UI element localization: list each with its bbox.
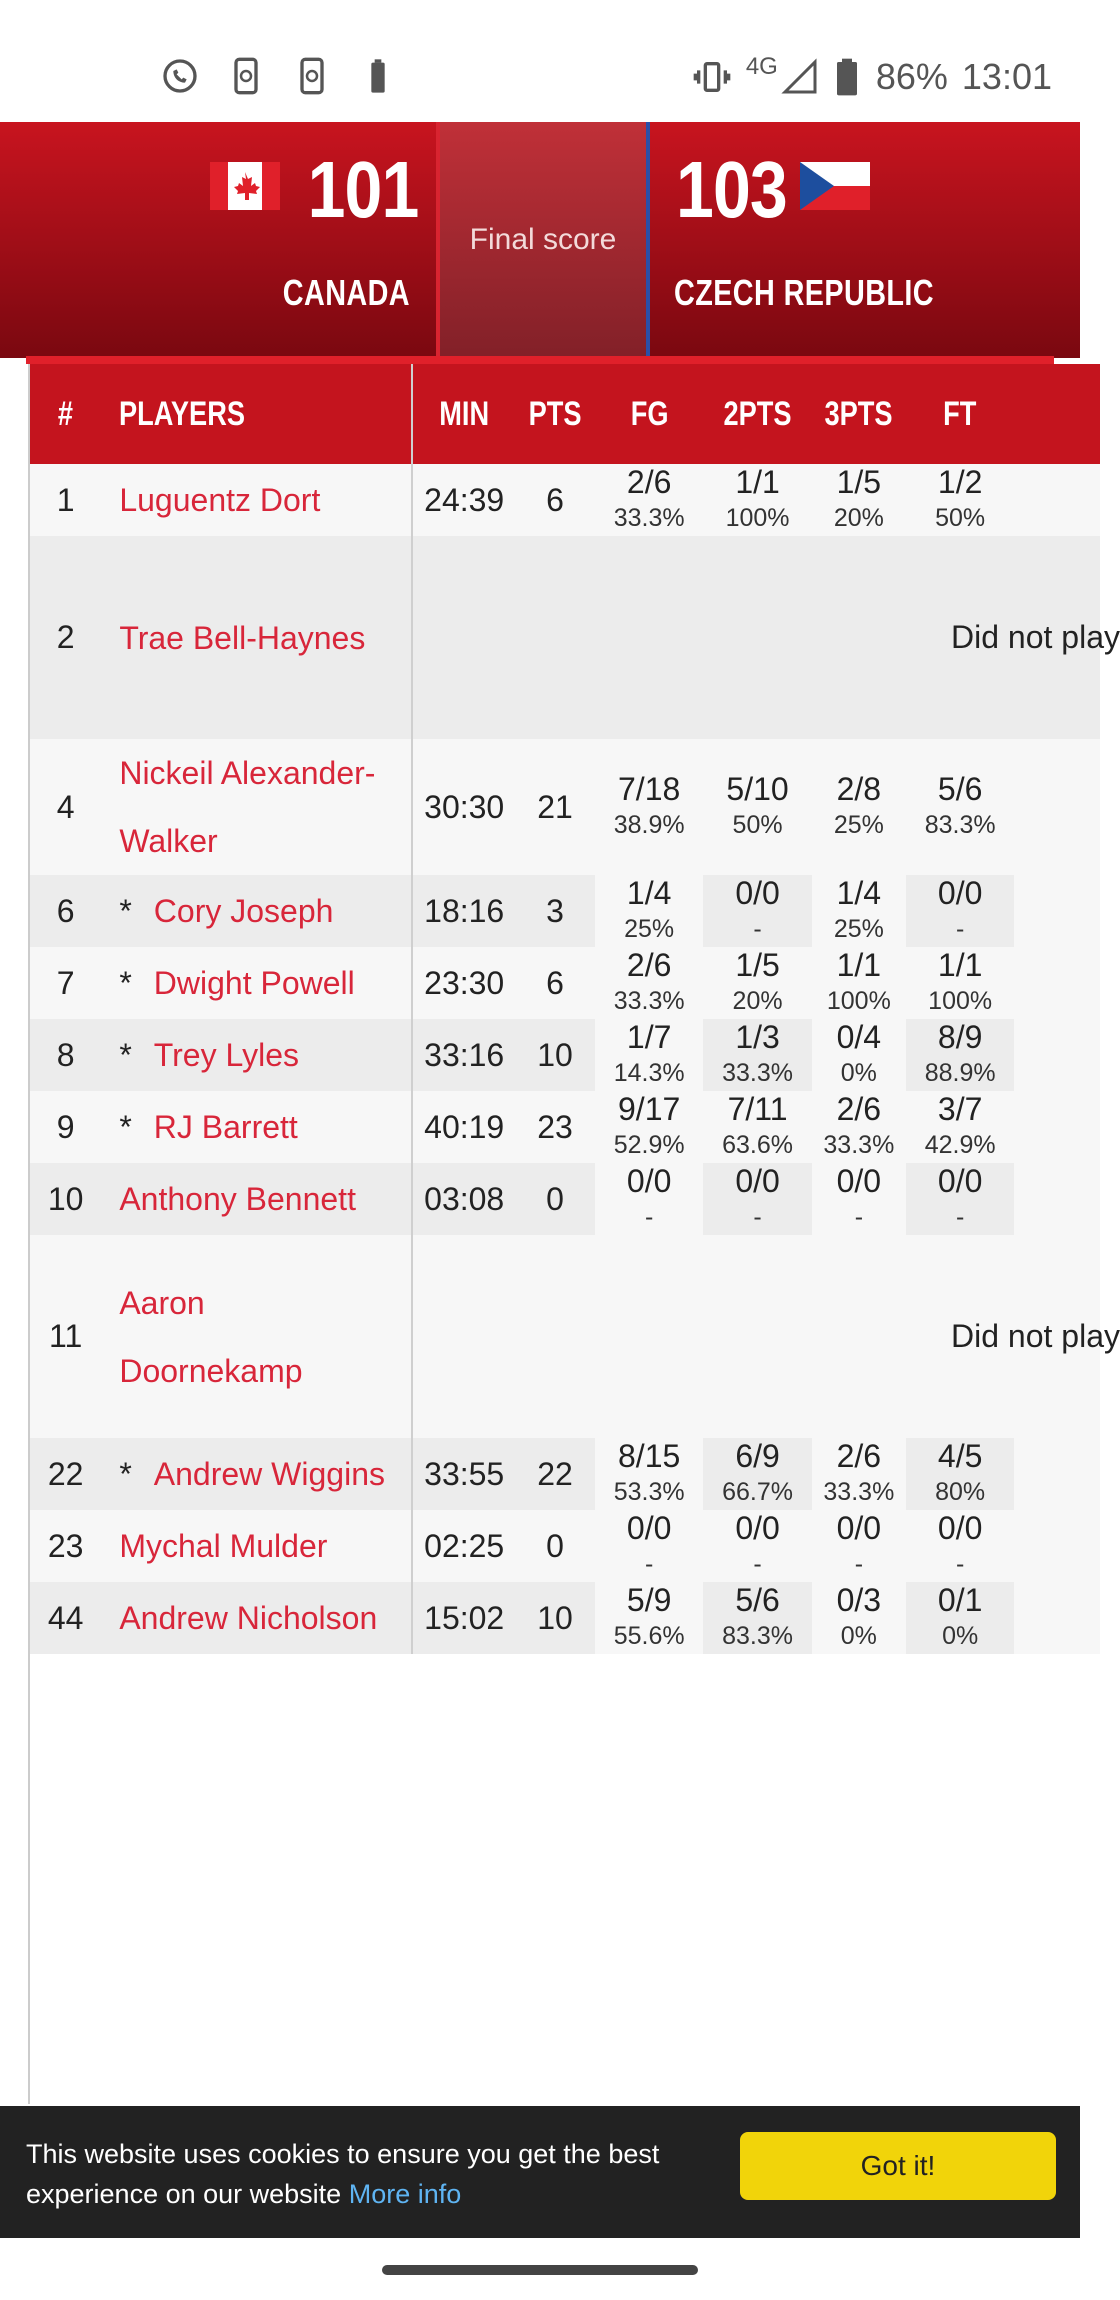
- player-name-line[interactable]: Aaron: [119, 1284, 205, 1321]
- battery-percent: 86%: [875, 56, 948, 97]
- three-pt-stat: 1/4 25%: [812, 875, 906, 947]
- cookie-banner: [0, 2106, 1080, 2238]
- final-score-text: Final score: [469, 223, 617, 256]
- away-score: 103: [676, 145, 787, 234]
- two-pt-stat: 5/6 83.3%: [703, 1582, 811, 1654]
- cookie-text: [26, 2134, 726, 2214]
- clock: 13:01: [961, 56, 1052, 97]
- phone-sync-icon: [226, 56, 266, 96]
- player-cell[interactable]: [101, 464, 412, 536]
- starter-mark: *: [119, 893, 132, 929]
- three-pt-stat: 0/3 0%: [812, 1582, 906, 1654]
- player-cell[interactable]: [101, 1510, 412, 1582]
- col-pts[interactable]: PTS: [515, 364, 595, 464]
- ft-stat: 0/1 0%: [906, 1582, 1014, 1654]
- player-number: 11: [30, 1235, 101, 1438]
- points: 23: [515, 1091, 595, 1163]
- player-number: 7: [30, 947, 101, 1019]
- player-number: 4: [30, 739, 101, 875]
- home-team[interactable]: [0, 122, 436, 358]
- status-bar: [0, 0, 1080, 122]
- minutes: 33:55: [412, 1438, 515, 1510]
- whatsapp-icon: [160, 56, 200, 96]
- home-gesture-bar[interactable]: [382, 2265, 698, 2275]
- ft-stat: 1/1 100%: [906, 947, 1014, 1019]
- ft-stat: 1/2 50%: [906, 464, 1014, 536]
- fg-stat: 1/4 25%: [595, 875, 703, 947]
- more-stat: [1014, 947, 1100, 1019]
- col-more: [1014, 364, 1100, 464]
- ft-stat: 3/7 42.9%: [906, 1091, 1014, 1163]
- three-pt-stat: 0/4 0%: [812, 1019, 906, 1091]
- more-stat: [1014, 1510, 1100, 1582]
- three-pt-stat: 0/0 -: [812, 1510, 906, 1582]
- fg-stat: 2/6 33.3%: [595, 464, 703, 536]
- minutes: 18:16: [412, 875, 515, 947]
- player-name[interactable]: Dwight Powell: [153, 965, 355, 1001]
- player-name[interactable]: Trae Bell-Haynes: [119, 619, 366, 656]
- three-pt-stat: 1/1 100%: [812, 947, 906, 1019]
- player-name[interactable]: Trey Lyles: [153, 1037, 299, 1073]
- starter-mark: *: [119, 1109, 132, 1145]
- two-pt-stat: 0/0 -: [703, 875, 811, 947]
- minutes: 24:39: [412, 464, 515, 536]
- points: 21: [515, 739, 595, 875]
- more-stat: [1014, 464, 1100, 536]
- got-it-button[interactable]: Got it!: [740, 2132, 1056, 2200]
- player-name-line[interactable]: Doornekamp: [119, 1352, 303, 1389]
- player-name-line[interactable]: Walker: [119, 823, 218, 859]
- points: 22: [515, 1438, 595, 1510]
- table-row[interactable]: [30, 875, 1100, 947]
- table-header: [30, 364, 1100, 464]
- ft-stat: 0/0 -: [906, 1163, 1014, 1235]
- more-stat: [1014, 875, 1100, 947]
- final-score-label: [436, 122, 650, 358]
- box-score-table[interactable]: [28, 364, 1120, 2104]
- points: 10: [515, 1582, 595, 1654]
- table-row[interactable]: [30, 464, 1100, 536]
- ft-stat: 8/9 88.9%: [906, 1019, 1014, 1091]
- cookie-message: This website uses cookies to ensure you get the best experience on our website: [26, 2139, 660, 2209]
- two-pt-stat: 1/3 33.3%: [703, 1019, 811, 1091]
- player-name[interactable]: Andrew Wiggins: [153, 1456, 385, 1492]
- player-name[interactable]: Luguentz Dort: [119, 482, 321, 518]
- minutes: 23:30: [412, 947, 515, 1019]
- table-row[interactable]: [30, 1235, 1100, 1438]
- fg-stat: 9/17 52.9%: [595, 1091, 703, 1163]
- col-fg[interactable]: FG: [595, 364, 703, 464]
- player-name[interactable]: Andrew Nicholson: [119, 1600, 378, 1636]
- two-pt-stat: 7/11 63.6%: [703, 1091, 811, 1163]
- starter-mark: *: [119, 1037, 132, 1073]
- player-number: 23: [30, 1510, 101, 1582]
- player-number: 1: [30, 464, 101, 536]
- col-num: #: [30, 364, 101, 464]
- player-number: 2: [30, 536, 101, 739]
- fg-stat: 1/7 14.3%: [595, 1019, 703, 1091]
- network-type: 4G: [745, 53, 778, 80]
- header-divider: [26, 356, 1054, 364]
- col-ft[interactable]: FT: [906, 364, 1014, 464]
- table-row[interactable]: [30, 1019, 1100, 1091]
- two-pt-stat: 6/9 66.7%: [703, 1438, 811, 1510]
- table-row[interactable]: [30, 1438, 1100, 1510]
- vibrate-icon: [692, 57, 732, 97]
- two-pt-stat: 0/0 -: [703, 1510, 811, 1582]
- table-row[interactable]: [30, 1163, 1100, 1235]
- minutes: 02:25: [412, 1510, 515, 1582]
- czech-flag-icon: [800, 162, 870, 210]
- points: 0: [515, 1163, 595, 1235]
- col-3pts[interactable]: 3PTS: [812, 364, 906, 464]
- col-min[interactable]: MIN: [412, 364, 515, 464]
- table-row[interactable]: [30, 1582, 1100, 1654]
- player-cell[interactable]: [101, 1438, 412, 1510]
- two-pt-stat: 0/0 -: [703, 1163, 811, 1235]
- minutes: 03:08: [412, 1163, 515, 1235]
- player-cell[interactable]: [101, 1163, 412, 1235]
- player-name[interactable]: Mychal Mulder: [119, 1528, 328, 1564]
- player-cell[interactable]: [101, 536, 412, 739]
- battery-small-icon: [358, 56, 398, 96]
- points: 6: [515, 464, 595, 536]
- table-row[interactable]: [30, 536, 1100, 739]
- points: 6: [515, 947, 595, 1019]
- player-cell[interactable]: [101, 1019, 412, 1091]
- table-row[interactable]: [30, 947, 1100, 1019]
- player-number: 44: [30, 1582, 101, 1654]
- ft-stat: 0/0 -: [906, 875, 1014, 947]
- player-name[interactable]: Anthony Bennett: [119, 1181, 356, 1217]
- more-stat: [1014, 1019, 1100, 1091]
- table-row[interactable]: [30, 739, 1100, 875]
- player-name[interactable]: RJ Barrett: [153, 1109, 298, 1145]
- away-team-name: CZECH REPUBLIC: [674, 272, 935, 313]
- player-cell[interactable]: [101, 1091, 412, 1163]
- minutes: 33:16: [412, 1019, 515, 1091]
- three-pt-stat: 2/6 33.3%: [812, 1091, 906, 1163]
- fg-stat: 0/0 -: [595, 1163, 703, 1235]
- player-number: 10: [30, 1163, 101, 1235]
- phone-sync-icon: [292, 56, 332, 96]
- ft-stat: 4/5 80%: [906, 1438, 1014, 1510]
- col-players[interactable]: PLAYERS: [101, 364, 412, 464]
- score-header: [0, 122, 1080, 358]
- more-stat: [1014, 739, 1100, 875]
- fg-stat: 7/18 38.9%: [595, 739, 703, 875]
- did-not-play: Did not play: [412, 536, 1100, 739]
- col-2pts[interactable]: 2PTS: [703, 364, 811, 464]
- away-team[interactable]: [646, 122, 1080, 358]
- player-number: 6: [30, 875, 101, 947]
- player-number: 9: [30, 1091, 101, 1163]
- fg-stat: 0/0 -: [595, 1510, 703, 1582]
- starter-mark: *: [119, 965, 132, 1001]
- three-pt-stat: 2/8 25%: [812, 739, 906, 875]
- two-pt-stat: 1/1 100%: [703, 464, 811, 536]
- table-row[interactable]: [30, 1091, 1100, 1163]
- player-cell[interactable]: [101, 739, 412, 875]
- three-pt-stat: 0/0 -: [812, 1163, 906, 1235]
- starter-mark: *: [119, 1456, 132, 1492]
- more-info-link[interactable]: More info: [348, 2179, 462, 2209]
- points: 10: [515, 1019, 595, 1091]
- more-stat: [1014, 1438, 1100, 1510]
- ft-stat: 0/0 -: [906, 1510, 1014, 1582]
- battery-icon: [832, 57, 862, 97]
- points: 0: [515, 1510, 595, 1582]
- player-number: 8: [30, 1019, 101, 1091]
- minutes: 30:30: [412, 739, 515, 875]
- three-pt-stat: 2/6 33.3%: [812, 1438, 906, 1510]
- player-cell[interactable]: [101, 947, 412, 1019]
- canada-flag-icon: [210, 162, 280, 210]
- home-team-name: CANADA: [282, 272, 410, 313]
- did-not-play: Did not play: [412, 1235, 1100, 1438]
- two-pt-stat: 5/10 50%: [703, 739, 811, 875]
- two-pt-stat: 1/5 20%: [703, 947, 811, 1019]
- player-cell[interactable]: [101, 1235, 412, 1438]
- more-stat: [1014, 1582, 1100, 1654]
- table-row[interactable]: [30, 1510, 1100, 1582]
- fg-stat: 8/15 53.3%: [595, 1438, 703, 1510]
- player-cell[interactable]: [101, 1582, 412, 1654]
- minutes: 40:19: [412, 1091, 515, 1163]
- more-stat: [1014, 1163, 1100, 1235]
- ft-stat: 5/6 83.3%: [906, 739, 1014, 875]
- fg-stat: 5/9 55.6%: [595, 1582, 703, 1654]
- more-stat: [1014, 1091, 1100, 1163]
- minutes: 15:02: [412, 1582, 515, 1654]
- three-pt-stat: 1/5 20%: [812, 464, 906, 536]
- player-name-line[interactable]: Nickeil Alexander-: [119, 755, 376, 791]
- points: 3: [515, 875, 595, 947]
- player-cell[interactable]: [101, 875, 412, 947]
- home-score: 101: [307, 145, 418, 234]
- fg-stat: 2/6 33.3%: [595, 947, 703, 1019]
- player-number: 22: [30, 1438, 101, 1510]
- signal-icon: [782, 59, 818, 95]
- player-name[interactable]: Cory Joseph: [153, 893, 334, 929]
